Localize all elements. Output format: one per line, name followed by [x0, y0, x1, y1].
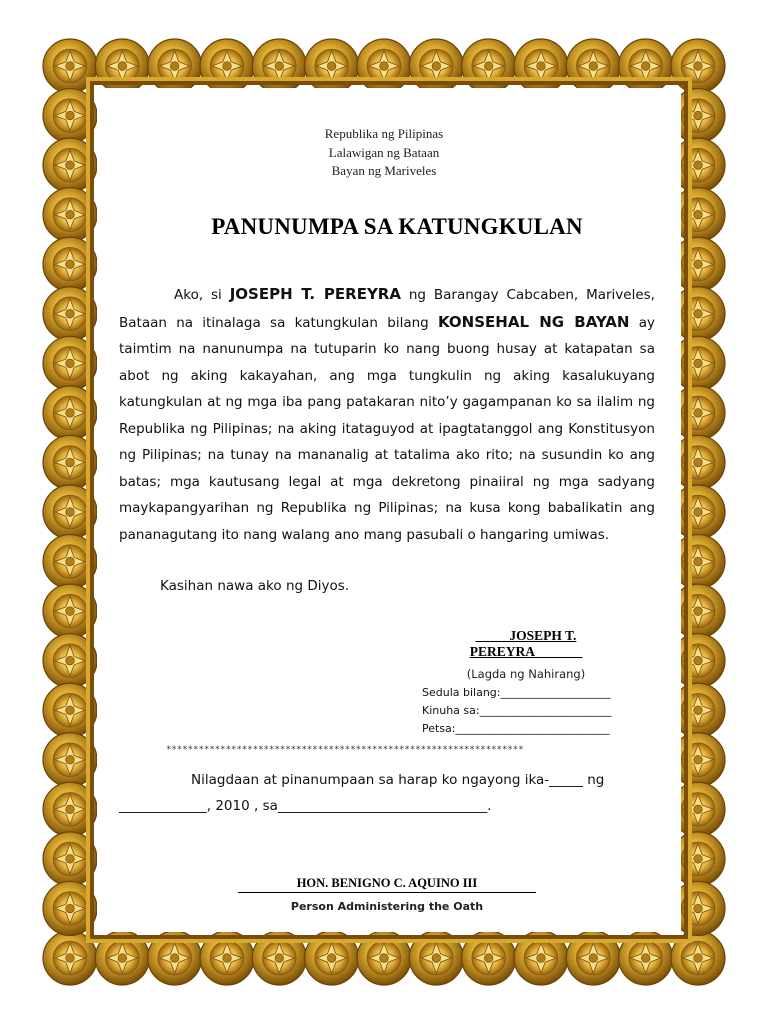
administering-officer-role: Person Administering the Oath [290, 900, 484, 913]
signature-caption: (Lagda ng Nahirang) [466, 667, 586, 681]
oath-paragraph [119, 281, 655, 548]
cedula-number-field: Sedula bilang:____________________ [422, 686, 611, 699]
oath-text-1: Ako, si [174, 287, 230, 303]
header-municipality: Bayan ng Mariveles [331, 163, 437, 178]
appointed-position: KONSEHAL NG BAYAN [437, 312, 630, 331]
section-separator: ****************************************************************** [166, 745, 524, 755]
oath-text-2: ng Barangay Cabcaben, Mariveles, Bataan na itinalaga sa katungkulan bilang [119, 287, 655, 331]
header-republic: Republika ng Pilipinas [324, 126, 444, 141]
document-title: PANUNUMPA SA KATUNGKULAN [211, 214, 583, 239]
appointee-signature-line: _____JOSEPH T. PEREYRA_______ [469, 628, 583, 659]
header-province: Lalawigan ng Bataan [328, 145, 440, 160]
attestation-paragraph [119, 767, 655, 819]
cedula-date-field: Petsa:____________________________ [422, 722, 610, 735]
oath-text-3: ay taimtim na nanunumpa na tutuparin ko nang buong husay at katapatan sa abot ng aking kakayahan, ang mga tungkulin ng aking kasalukuyang katungkulan at ng mga iba pang patakaran nito’y gagampanan ko sa ilalim ng Republika ng Pilipinas; na aking itataguyod at ipagtatanggol ang Konstitusyon ng Pilipinas; na tunay na mananalig at tatalima ako rito; na susundin ko ang batas; mga kautusang legal at mga dekretong pinaiiral ng mga sadyang maykapangyarihan ng Republika ng Pilipinas; na kusa kong babalikatin ang pananagutang ito nang walang ano mang pasubali o hangaring umiwas. [119, 314, 655, 543]
signatory-name: JOSEPH T. PEREYRA [469, 628, 577, 659]
appointee-name: JOSEPH T. PEREYRA [229, 285, 401, 303]
administering-officer-name: HON. BENIGNO C. AQUINO III [238, 876, 536, 893]
attestation-line-2: _____________, 2010 , sa_______________________________. [119, 798, 492, 814]
attestation-line-1: Nilagdaan at pinanumpaan sa harap ko ngayong ika-_____ ng [191, 772, 605, 788]
closing-prayer: Kasihan nawa ako ng Diyos. [160, 578, 350, 594]
appointee-signature-block [420, 628, 632, 681]
cedula-issued-at-field: Kinuha sa:________________________ [422, 704, 612, 717]
